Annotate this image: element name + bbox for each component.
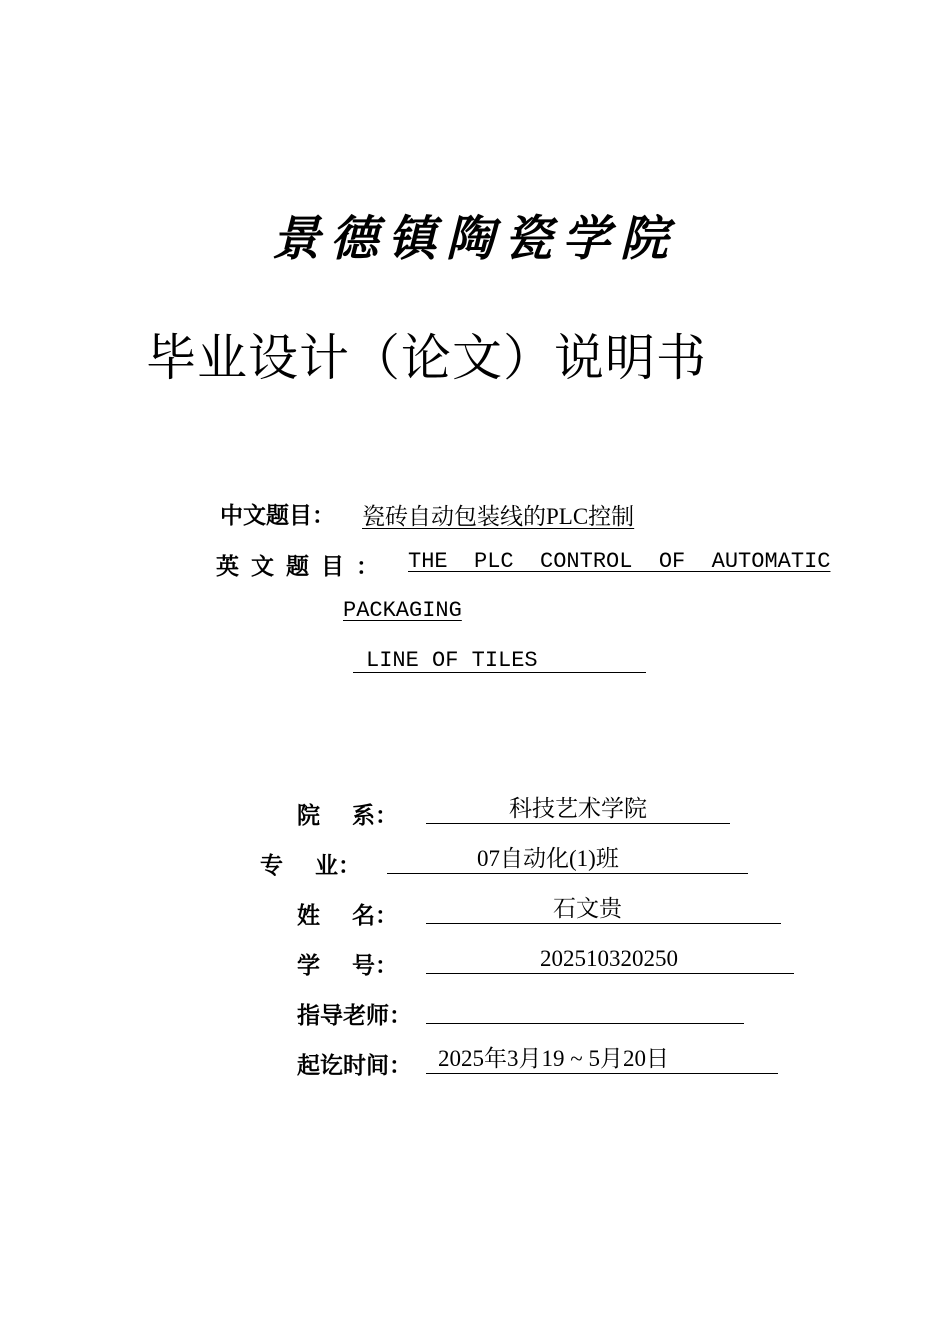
period-label: 起讫时间： — [297, 1053, 412, 1079]
department-label: 院 系： — [297, 803, 399, 829]
student-id-label: 学 号： — [297, 953, 399, 979]
department-field — [426, 795, 730, 824]
name-label: 姓 名： — [297, 903, 399, 929]
period-value: 2025年3月19 ~ 5月20日 — [438, 1046, 669, 1071]
name-field — [426, 895, 781, 924]
en-title-line-3-underline — [353, 648, 646, 673]
en-title-line-1: THE PLC CONTROL OF AUTOMATIC — [408, 549, 831, 574]
cn-title-value: 瓷砖自动包装线的PLC控制 — [362, 504, 635, 529]
school-name: 景德镇陶瓷学院 — [271, 211, 678, 267]
en-title-line-3: LINE OF TILES — [366, 648, 538, 673]
major-field — [387, 845, 748, 874]
en-title-line-2: PACKAGING — [343, 598, 462, 623]
major-value: 07自动化(1)班 — [477, 846, 619, 871]
major-label: 专 业： — [260, 853, 362, 879]
period-field — [426, 1045, 778, 1074]
en-title-label: 英 文 题 目 ： — [216, 554, 382, 580]
document-title: 毕业设计（论文）说明书 — [146, 329, 707, 387]
cn-title-label: 中文题目： — [220, 503, 335, 529]
student-id-field — [426, 945, 794, 974]
department-value: 科技艺术学院 — [509, 796, 647, 821]
student-id-value: 202510320250 — [540, 946, 678, 971]
name-value: 石文贵 — [553, 896, 622, 921]
advisor-field — [426, 995, 744, 1024]
advisor-label: 指导老师： — [297, 1003, 412, 1029]
